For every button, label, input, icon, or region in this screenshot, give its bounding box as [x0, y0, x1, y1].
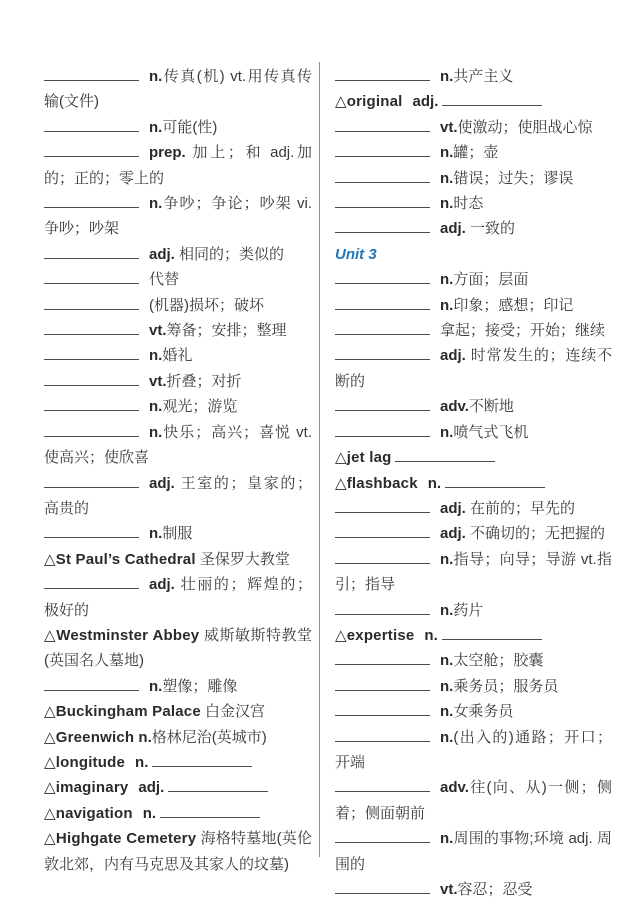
fill-in-blank — [335, 396, 430, 411]
entry-word: △Westminster Abbey — [44, 626, 200, 644]
part-of-speech-label: n. — [138, 728, 152, 746]
fill-in-blank — [44, 396, 139, 411]
definition-text: n.可能(性) — [149, 118, 218, 136]
definition-text: n.婚礼 — [149, 347, 193, 365]
part-of-speech-label: n. — [440, 601, 454, 619]
part-of-speech-label: vt. — [149, 322, 167, 340]
vocab-entry — [335, 394, 612, 419]
fill-in-blank — [335, 701, 430, 716]
definition-text: adv.往(向、从)一侧；侧着；侧面朝前 — [335, 779, 612, 822]
entry-word: △Highgate Cemetery — [44, 830, 197, 848]
part-of-speech-label: n. — [440, 271, 454, 289]
definition-text: n.罐；壶 — [440, 144, 499, 162]
vocab-entry — [44, 115, 312, 140]
fill-in-blank — [44, 269, 139, 284]
definition-text: n.女乘务员 — [440, 703, 514, 721]
fill-in-blank — [44, 117, 139, 132]
vocab-entry — [335, 115, 612, 140]
entry-word: △flashback — [335, 474, 418, 492]
part-of-speech-label: n. — [440, 296, 454, 314]
part-of-speech-label: n. — [440, 550, 454, 568]
definition-text: n.周围的事物;环境 adj. 周围的 — [335, 830, 612, 873]
definition-text: 圣保罗大教堂 — [199, 550, 290, 568]
part-of-speech-label: n. — [149, 68, 163, 85]
fill-in-blank — [442, 91, 542, 106]
definition-text: n.乘务员；服务员 — [440, 677, 559, 695]
definition-text: n.格林尼治(英城市) — [138, 728, 267, 746]
vocab-entry — [44, 572, 312, 623]
definition-text: adj. 不确切的；无把握的 — [440, 525, 606, 543]
definition-text: 代替 — [149, 271, 180, 289]
part-of-speech-label: n. — [440, 169, 454, 187]
part-of-speech-label: n. — [424, 626, 438, 644]
fill-in-blank — [44, 523, 139, 538]
entry-word: △navigation — [44, 804, 133, 822]
definition-text: adj. 在前的；早先的 — [440, 499, 576, 517]
fill-in-blank — [442, 625, 542, 640]
column-divider — [319, 62, 320, 857]
vocab-entry — [335, 420, 612, 445]
part-of-speech-label: adj. — [149, 245, 175, 263]
vocab-entry — [335, 674, 612, 699]
definition-text: n.印象；感想；印记 — [440, 296, 574, 314]
part-of-speech-label: adj. — [440, 220, 466, 238]
vocab-entry — [335, 471, 612, 496]
vocab-entry — [335, 547, 612, 598]
definition-text: adj. 时常发生的；连续不断的 — [335, 347, 612, 390]
vocab-entry — [335, 267, 612, 292]
vocab-entry — [335, 343, 612, 394]
part-of-speech-label: n. — [149, 677, 163, 695]
part-of-speech-label: adj. — [138, 779, 165, 797]
fill-in-blank — [44, 473, 139, 488]
part-of-speech-label: n. — [149, 398, 163, 416]
definition-text: n.观光；游览 — [149, 398, 238, 416]
vocab-entry — [44, 267, 312, 292]
definition-text: n.太空舱；胶囊 — [440, 652, 544, 670]
fill-in-blank — [445, 473, 545, 488]
fill-in-blank — [335, 142, 430, 157]
vocab-entry — [335, 445, 612, 470]
part-of-speech-label: n. — [440, 728, 454, 746]
definition-text: n.喷气式飞机 — [440, 423, 529, 441]
fill-in-blank — [335, 600, 430, 615]
definition-text: adj. 一致的 — [440, 220, 516, 238]
entry-word: △Greenwich — [44, 728, 135, 746]
part-of-speech-label: adv. — [440, 398, 469, 416]
entry-word: △imaginary — [44, 779, 129, 797]
part-of-speech-label: n. — [427, 474, 442, 492]
unit-heading — [335, 242, 612, 267]
part-of-speech-label: adj. — [149, 576, 175, 594]
unit-heading-text: Unit 3 — [335, 245, 377, 263]
vocab-entry — [335, 318, 612, 343]
fill-in-blank — [335, 193, 430, 208]
vocab-entry — [335, 89, 612, 114]
part-of-speech-label: n. — [149, 347, 163, 365]
fill-in-blank — [335, 345, 430, 360]
fill-in-blank — [335, 295, 430, 310]
fill-in-blank — [44, 244, 139, 259]
definition-text: n.指导；向导；导游 vt.指引；指导 — [335, 550, 612, 594]
vocab-entry — [335, 496, 612, 521]
definition-text: adv.不断地 — [440, 398, 514, 416]
part-of-speech-label: adj. — [440, 525, 466, 543]
vocab-entry — [335, 521, 612, 546]
vocab-entry — [335, 191, 612, 216]
vocab-entry — [335, 140, 612, 165]
definition-text: n.方面；层面 — [440, 271, 529, 289]
definition-text: adj. 相同的；类似的 — [149, 245, 285, 263]
fill-in-blank — [335, 549, 430, 564]
definition-text: 拿起；接受；开始；继续 — [440, 322, 606, 340]
definition-text: n.时态 — [440, 195, 484, 213]
vocab-entry — [44, 471, 312, 522]
fill-in-blank — [335, 218, 430, 233]
part-of-speech-label: adv. — [440, 779, 469, 797]
entry-word: △jet lag — [335, 449, 392, 467]
fill-in-blank — [44, 320, 139, 335]
fill-in-blank — [335, 422, 430, 437]
vocab-entry — [335, 623, 612, 648]
vocab-entry — [44, 369, 312, 394]
vocab-entry — [44, 318, 312, 343]
vocab-entry — [44, 725, 312, 750]
vocab-entry — [335, 64, 612, 89]
definition-text: 威斯敏斯特教堂(英国名人墓地) — [44, 626, 312, 670]
fill-in-blank — [335, 269, 430, 284]
vocab-entry — [335, 216, 612, 241]
fill-in-blank — [335, 498, 430, 513]
fill-in-blank — [335, 650, 430, 665]
vocab-entry — [44, 394, 312, 419]
fill-in-blank — [44, 422, 139, 437]
part-of-speech-label: n. — [149, 118, 163, 136]
vocab-entry — [44, 521, 312, 546]
fill-in-blank — [335, 676, 430, 691]
part-of-speech-label: vt. — [440, 118, 458, 136]
fill-in-blank — [335, 828, 430, 843]
vocab-entry — [335, 775, 612, 826]
vocab-entry — [44, 699, 312, 724]
part-of-speech-label: n. — [440, 652, 454, 670]
part-of-speech-label: adj. — [149, 474, 175, 492]
vocab-entry — [335, 293, 612, 318]
definition-text: vt.筹备；安排；整理 — [149, 322, 287, 340]
vocab-entry — [44, 826, 312, 877]
part-of-speech-label: n. — [440, 144, 454, 162]
fill-in-blank — [395, 447, 495, 462]
part-of-speech-label: adj. — [412, 93, 439, 111]
part-of-speech-label: n. — [149, 195, 163, 213]
definition-text: vt.容忍；忍受 — [440, 881, 533, 898]
part-of-speech-label: adj. — [440, 499, 466, 517]
definition-text: 白金汉宫 — [205, 703, 266, 721]
entry-word: △Buckingham Palace — [44, 703, 201, 721]
vocab-entry — [44, 293, 312, 318]
part-of-speech-label: n. — [440, 677, 454, 695]
part-of-speech-label: prep. — [149, 144, 186, 162]
entry-word: △original — [335, 93, 403, 111]
entry-word: △St Paul’s Cathedral — [44, 550, 196, 568]
fill-in-blank — [335, 879, 430, 894]
vocab-entry — [335, 648, 612, 673]
definition-text: adj. 王室的；皇家的；高贵的 — [44, 474, 312, 517]
vocab-entry — [44, 191, 312, 242]
fill-in-blank — [168, 777, 268, 792]
definition-text: n.快乐；高兴；喜悦 vt.使高兴；使欣喜 — [44, 423, 312, 467]
entry-word: △longitude — [44, 753, 126, 771]
fill-in-blank — [335, 777, 430, 792]
definition-text: n.(出入的)通路；开口；开端 — [335, 728, 612, 771]
vocab-entry — [44, 343, 312, 368]
vocab-entry — [44, 775, 312, 800]
fill-in-blank — [44, 676, 139, 691]
fill-in-blank — [335, 117, 430, 132]
entry-word: △expertise — [335, 626, 415, 644]
part-of-speech-label: n. — [440, 195, 454, 213]
vocab-entry — [335, 166, 612, 191]
vocab-entry — [335, 826, 612, 877]
vocab-entry — [335, 598, 612, 623]
vocab-entry — [44, 242, 312, 267]
definition-text: 海格特墓地(英伦敦北郊，内有马克思及其家人的坟墓) — [44, 830, 313, 873]
fill-in-blank — [44, 142, 139, 157]
definition-text: n.争吵；争论；吵架 vi.争吵；吵架 — [44, 195, 312, 238]
fill-in-blank — [152, 752, 252, 767]
fill-in-blank — [44, 345, 139, 360]
definition-text: prep. 加上；和 adj.加的；正的；零上的 — [44, 144, 312, 187]
definition-text: n.传真(机) vt.用传真传输(文件) — [44, 68, 312, 111]
part-of-speech-label: vt. — [440, 881, 458, 898]
fill-in-blank — [160, 803, 260, 818]
fill-in-blank — [335, 66, 430, 81]
vocab-entry — [44, 64, 312, 115]
part-of-speech-label: n. — [440, 68, 454, 85]
part-of-speech-label: adj. — [440, 347, 466, 365]
part-of-speech-label: n. — [440, 423, 454, 441]
vocab-entry — [335, 725, 612, 776]
definition-text: n.药片 — [440, 601, 484, 619]
part-of-speech-label: vt. — [149, 372, 167, 390]
vocab-entry — [335, 877, 612, 902]
fill-in-blank — [44, 66, 139, 81]
left-column — [44, 64, 312, 877]
fill-in-blank — [44, 371, 139, 386]
fill-in-blank — [335, 168, 430, 183]
definition-text: n.共产主义 — [440, 68, 514, 85]
definition-text: vt.使激动；使胆战心惊 — [440, 118, 593, 136]
vocab-entry — [44, 801, 312, 826]
vocab-entry — [44, 547, 312, 572]
fill-in-blank — [44, 295, 139, 310]
part-of-speech-label: n. — [142, 804, 157, 822]
definition-text: n.制服 — [149, 525, 193, 543]
part-of-speech-label: n. — [440, 830, 454, 848]
vocab-entry — [44, 420, 312, 471]
definition-text: vt.折叠；对折 — [149, 372, 242, 390]
right-column — [335, 64, 612, 902]
fill-in-blank — [335, 320, 430, 335]
vocab-entry — [44, 140, 312, 191]
definition-text: n.错误；过失；谬误 — [440, 169, 574, 187]
fill-in-blank — [335, 523, 430, 538]
part-of-speech-label: n. — [135, 753, 149, 771]
definition-text: n.塑像；雕像 — [149, 677, 238, 695]
fill-in-blank — [335, 727, 430, 742]
part-of-speech-label: n. — [149, 525, 163, 543]
definition-text: adj. 壮丽的；辉煌的；极好的 — [44, 576, 312, 619]
vocab-entry — [44, 750, 312, 775]
vocab-entry — [44, 623, 312, 674]
part-of-speech-label: n. — [440, 703, 454, 721]
definition-text: (机器)损坏；破坏 — [149, 296, 264, 314]
vocab-entry — [335, 699, 612, 724]
fill-in-blank — [44, 574, 139, 589]
vocab-entry — [44, 674, 312, 699]
part-of-speech-label: n. — [149, 423, 163, 441]
fill-in-blank — [44, 193, 139, 208]
